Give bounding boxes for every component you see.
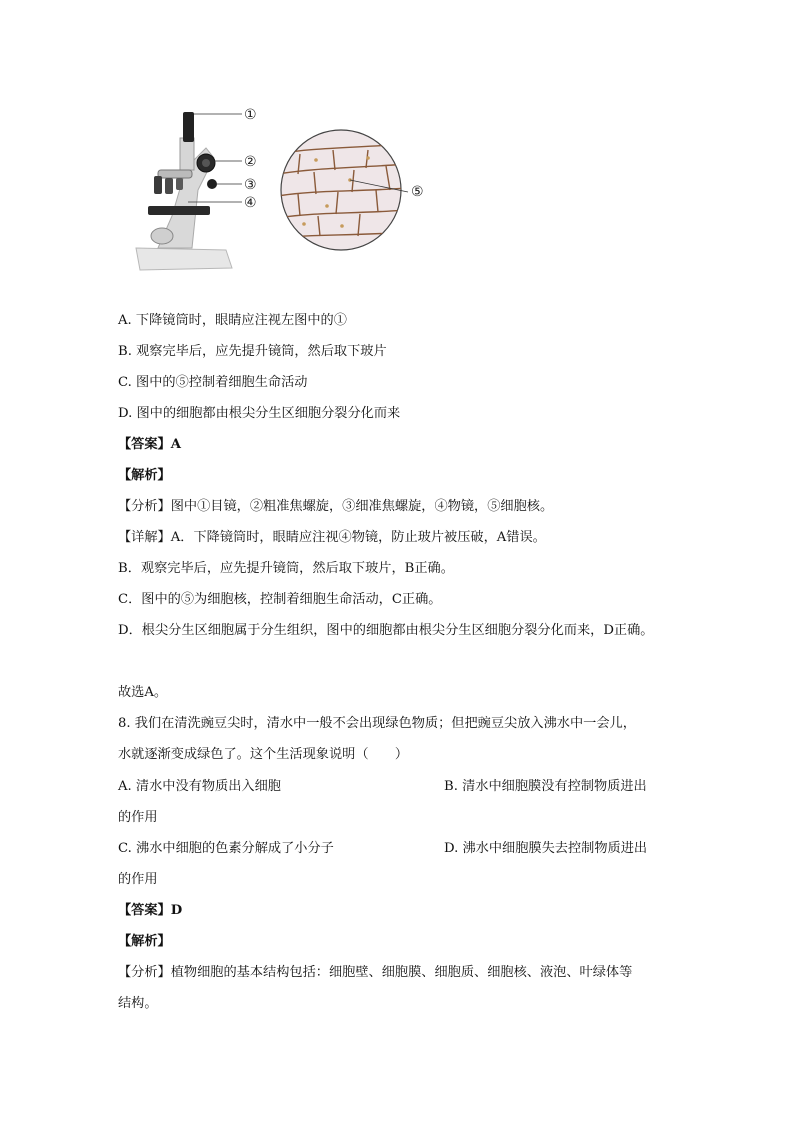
q8-stem-line2: 水就逐渐变成绿色了。这个生活现象说明（ ） — [118, 747, 409, 762]
q7-conclusion: 故选A。 — [118, 685, 168, 700]
q7-option-d: D. 图中的细胞都由根尖分生区细胞分裂分化而来 — [118, 406, 401, 421]
callout-3: ③ — [244, 177, 257, 193]
microscope-stage — [148, 206, 210, 215]
microscope-mirror — [151, 228, 173, 244]
q8-option-d: D. 沸水中细胞膜失去控制物质进出 — [444, 841, 648, 856]
callout-1: ① — [244, 107, 257, 123]
q8-option-b: B. 清水中细胞膜没有控制物质进出 — [444, 779, 647, 794]
q7-detail-b: B．观察完毕后，应先提升镜筒，然后取下玻片，B正确。 — [118, 561, 454, 576]
q7-option-b: B. 观察完毕后，应先提升镜筒，然后取下玻片 — [118, 344, 387, 359]
q8-option-b-cont: 的作用 — [118, 810, 158, 825]
microscope-tube — [180, 138, 194, 170]
fine-focus-knob — [207, 179, 217, 189]
microscope-objective-2 — [165, 178, 173, 194]
q7-option-a: A. 下降镜筒时，眼睛应注视左图中的① — [118, 313, 347, 328]
q7-detail-c: C．图中的⑤为细胞核，控制着细胞生命活动，C正确。 — [118, 592, 442, 607]
microscope-base — [136, 248, 232, 270]
microscope-nosepiece — [158, 170, 192, 178]
q7-detail-d: D．根尖分生区细胞属于分生组织，图中的细胞都由根尖分生区细胞分裂分化而来，D正确。 — [118, 623, 654, 638]
callout-5: ⑤ — [411, 184, 424, 200]
q8-option-a: A. 清水中没有物质出入细胞 — [118, 779, 281, 794]
q7-option-c: C. 图中的⑤控制着细胞生命活动 — [118, 375, 308, 390]
q7-analysis: 【分析】图中①目镜，②粗准焦螺旋，③细准焦螺旋，④物镜，⑤细胞核。 — [118, 499, 554, 514]
microscope-eyepiece — [183, 112, 194, 142]
q7-analysis-heading: 【解析】 — [118, 468, 171, 483]
q8-analysis-line1: 【分析】植物细胞的基本结构包括：细胞壁、细胞膜、细胞质、细胞核、液泡、叶绿体等 — [118, 965, 633, 980]
q7-detail-a: 【详解】A．下降镜筒时，眼睛应注视④物镜，防止玻片被压破，A错误。 — [118, 530, 546, 545]
figure-svg — [128, 98, 438, 278]
callout-4: ④ — [244, 195, 257, 211]
q8-stem-line1: 8. 我们在清洗豌豆尖时，清水中一般不会出现绿色物质；但把豌豆尖放入沸水中一会儿， — [118, 716, 636, 731]
callout-2: ② — [244, 154, 257, 170]
q7-answer: 【答案】A — [118, 437, 181, 452]
q8-option-d-cont: 的作用 — [118, 872, 158, 887]
q8-analysis-heading: 【解析】 — [118, 934, 171, 949]
microscope-objective-3 — [176, 178, 183, 190]
microscope-figure — [128, 98, 438, 278]
q8-answer: 【答案】D — [118, 903, 183, 918]
q8-option-c: C. 沸水中细胞的色素分解成了小分子 — [118, 841, 334, 856]
microscope-objective-1 — [154, 176, 162, 194]
q8-analysis-line2: 结构。 — [118, 996, 158, 1011]
